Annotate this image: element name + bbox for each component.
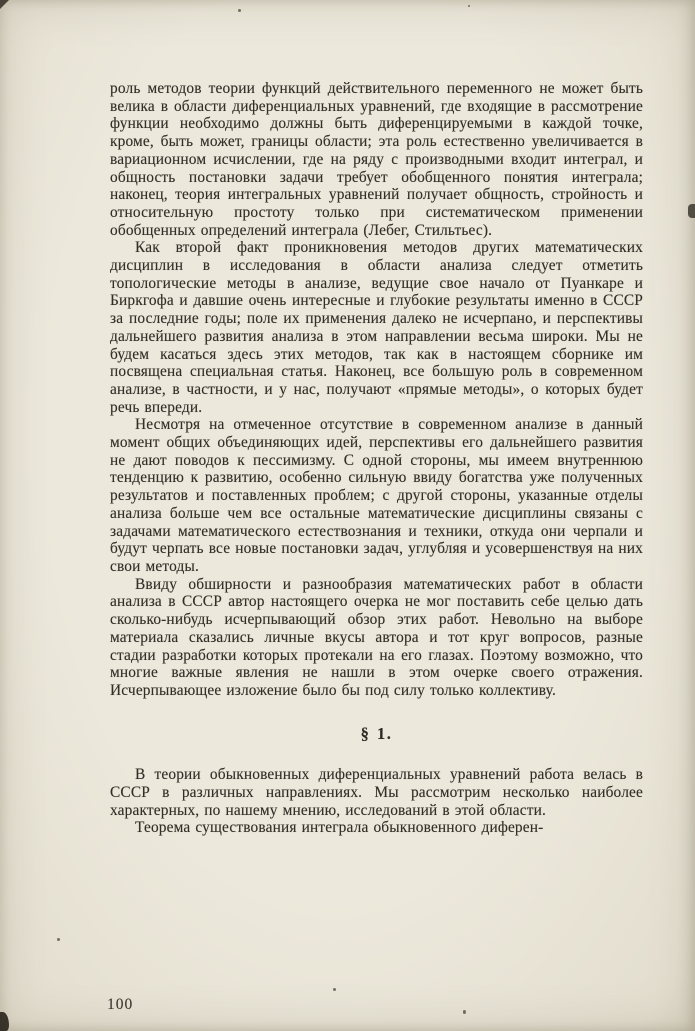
paragraph: роль методов теории функций действительного переменного не может быть велика в области диференциальных уравнений, где входящие в рассмотрение функции необходимо должны быть диференцируемыми в каждой точке, кроме, быть может, границы области; эта роль естественно увеличивается в вариационном исчислении, где на ряду с производными входит интеграл, и общность постановки задачи требует обобщенного понятия интеграла; наконец, теория интегральных уравнений получает общность, стройность и относительную простоту только при систематическом применении обобщенных определений интеграла (Лебег, Стильтьес). <box>110 80 643 239</box>
paragraph: Ввиду обширности и разнообразия математических работ в области анализа в СССР автор настоящего очерка не мог поставить себе целью дать сколько-нибудь исчерпывающий обзор этих работ. Невольно на выборе материала сказались личные вкусы автора и тот круг вопросов, разные стадии разработки которых протекали на его глазах. Поэтому возможно, что многие важные явления не нашли в этом очерке своего отражения. Исчерпывающее изложение было бы под силу только коллективу. <box>110 575 643 699</box>
page-number: 100 <box>107 996 134 1013</box>
paragraph: Как второй факт проникновения методов других математических дисциплин в исследования в области анализа следует отметить топологические методы в анализе, ведущие свое начало от Пуанкаре и Биркгофа и давшие очень интересные и глубокие результаты именно в СССР за последние годы; поле их применения далеко не исчерпано, и перспективы дальнейшего развития анализа в этом направлении весьма широки. Мы не будем касаться здесь этих методов, так как в настоящем сборнике им посвящена специальная статья. Наконец, все большую роль в современном анализе, в частности, и у нас, получают «прямые методы», о которых будет речь впереди. <box>110 239 643 416</box>
section-heading: § 1. <box>360 723 393 743</box>
paragraph: Теорема существования интеграла обыкновенного диферен- <box>135 819 544 837</box>
scan-speck <box>57 938 60 941</box>
scan-corner-mark <box>0 0 9 9</box>
scan-speck <box>238 9 241 12</box>
paragraph: В теории обыкновенных диференциальных уравнений работа велась в СССР в различных направлениях. Мы рассмотрим несколько наиболее характерных, по нашему мнению, исследований в этой области. <box>110 766 643 819</box>
paragraph: Несмотря на отмеченное отсутствие в современном анализе в данный момент общих объединяющих идей, перспективы его дальнейшего развития не дают поводов к пессимизму. С одной стороны, мы имеем внутреннюю тенденцию к развитию, особенно сильную ввиду богатства уже полученных результатов и поставленных проблем; с другой стороны, указанные отделы анализа больше чем все остальные математические дисциплины связаны с задачами математического естествознания и техники, откуда они черпали и будут черпать все новые постановки задач, углубляя и усовершенствуя на них свои методы. <box>110 416 643 575</box>
scan-speck <box>463 1010 466 1014</box>
scan-speck <box>333 988 336 991</box>
scan-speck <box>468 5 470 7</box>
text-column <box>110 80 643 837</box>
scan-edge-mark <box>688 204 695 218</box>
scan-corner-mark <box>0 1012 9 1031</box>
